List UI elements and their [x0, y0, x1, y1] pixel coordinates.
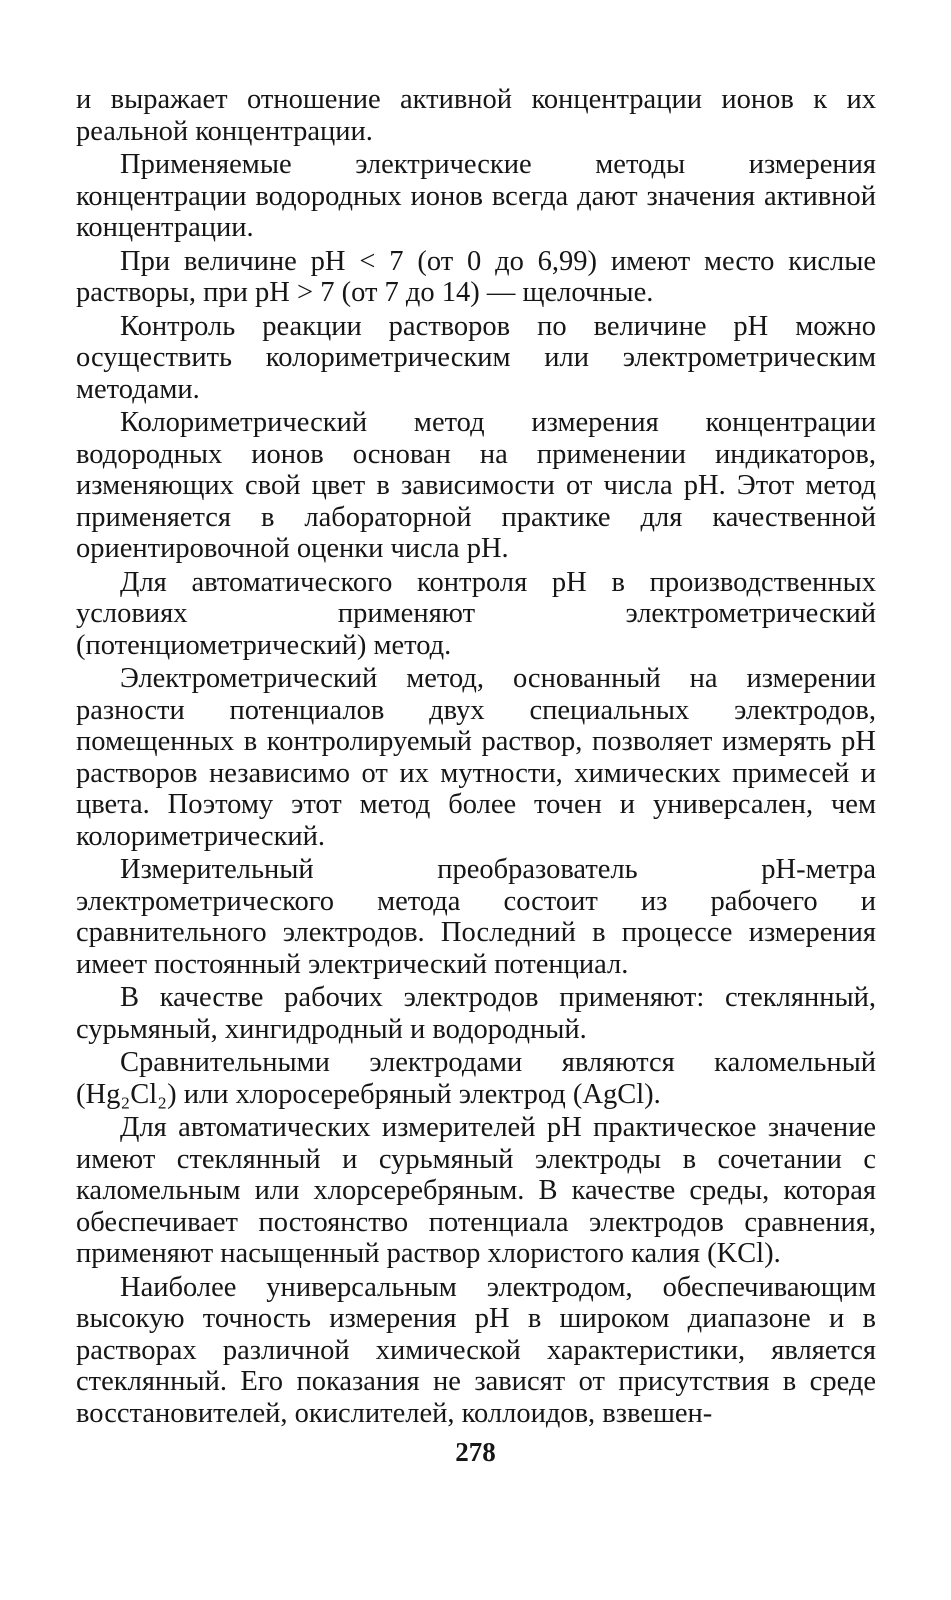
- page-text-body: [76, 84, 876, 1431]
- paragraph-12: Наиболее универсальным электродом, обеспечивающим высокую точность измерения pH в широком диапазоне и в растворах различной химической характеристики, является стеклянный. Его показания не зависят от присутствия в среде восстановителей, окислителей, коллоидов, взвешен-: [76, 1271, 876, 1429]
- paragraph-3: При величине pH < 7 (от 0 до 6,99) имеют место кислые растворы, при pH > 7 (от 7 до 14) — щелочные.: [76, 245, 876, 308]
- paragraph-10: Сравнительными электродами являются каломельный (Hg₂Cl₂) или хлоросеребряный электрод (AgCl).: [76, 1047, 876, 1110]
- paragraph-6: Для автоматического контроля pH в производственных условиях применяют электрометрический (потенциометрический) метод.: [76, 566, 876, 661]
- paragraph-8: Измерительный преобразователь pH-метра электрометрического метода состоит из рабочего и сравнительного электродов. Последний в процессе измерения имеет постоянный электрический потенциал.: [76, 854, 876, 980]
- paragraph-1: и выражает отношение активной концентрации ионов к их реальной концентрации.: [76, 84, 876, 147]
- paragraph-11: Для автоматических измерителей pH практическое значение имеют стеклянный и сурьмяный электроды в сочетании с каломельным или хлорсеребряным. В качестве среды, которая обеспечивает постоянство потенциала электродов сравнения, применяют насыщенный раствор хлористого калия (KCl).: [76, 1112, 876, 1269]
- paragraph-7: Электрометрический метод, основанный на измерении разности потенциалов двух специальных электродов, помещенных в контролируемый раствор, позволяет измерять pH растворов независимо от их мутности, химических примесей и цвета. Поэтому этот метод более точен и универсален, чем колориметрический.: [76, 663, 876, 852]
- paragraph-4: Контроль реакции растворов по величине pH можно осуществить колориметрическим или электрометрическим методами.: [76, 310, 876, 405]
- paragraph-5: Колориметрический метод измерения концентрации водородных ионов основан на применении индикаторов, изменяющих свой цвет в зависимости от числа pH. Этот метод применяется в лабораторной практике для качественной ориентировочной оценки числа pH.: [76, 407, 876, 564]
- paragraph-2: Применяемые электрические методы измерения концентрации водородных ионов всегда дают значения активной концентрации.: [76, 149, 876, 243]
- page-number: 278: [455, 1437, 496, 1467]
- paragraph-9: В качестве рабочих электродов применяют: стеклянный, сурьмяный, хингидродный и водородный.: [76, 982, 876, 1045]
